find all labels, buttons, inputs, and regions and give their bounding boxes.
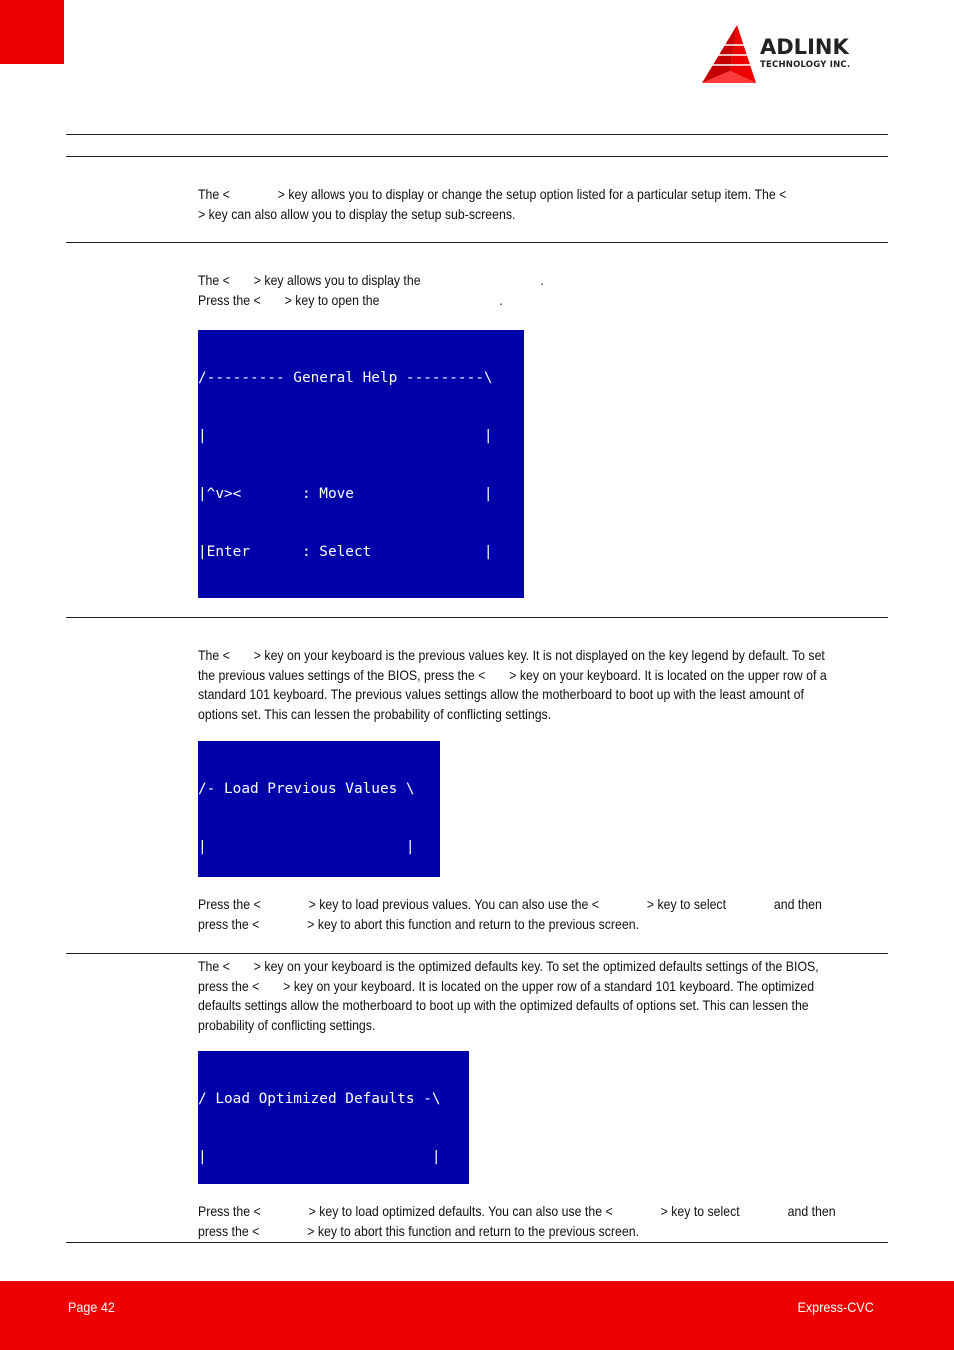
text-line: press the < > key to abort this function and return to the previous screen.	[198, 915, 640, 932]
text-line: The < > key allows you to display or change the setup option listed for a particular setup item. The <	[198, 186, 787, 202]
adlink-logo	[700, 25, 890, 85]
text-line: options set. This can lessen the probability of conflicting settings.	[198, 705, 552, 722]
text-line: defaults settings allow the motherboard to boot up with the optimized defaults of options set. This can lessen the	[198, 997, 809, 1013]
divider	[66, 617, 888, 618]
text-line: The < > key allows you to display the .	[198, 272, 544, 288]
text-line: Press the < > key to load previous values. You can also use the < > key to select and then	[198, 896, 822, 912]
text-line: standard 101 keyboard. The previous values settings allow the motherboard to boot up with the least amount of	[198, 686, 804, 702]
dialog-line: |^v>< : Move |	[198, 486, 493, 503]
text-line: the previous values settings of the BIOS, press the < > key on your keyboard. It is located on the upper row of a	[198, 666, 827, 683]
adlink-triangle-icon	[700, 25, 758, 85]
product-name: Express-CVC	[797, 1299, 874, 1315]
load-previous-values-dialog	[198, 741, 440, 877]
text-line: > key can also allow you to display the setup sub-screens.	[198, 205, 516, 222]
text-line: The < > key on your keyboard is the previous values key. It is not displayed on the key legend by default. To set	[198, 647, 825, 663]
f9-after-paragraph	[198, 1202, 888, 1241]
general-help-dialog	[198, 330, 524, 598]
divider	[66, 1242, 888, 1243]
f2-after-paragraph	[198, 895, 888, 934]
divider	[66, 953, 888, 954]
f1-key-paragraph	[198, 271, 888, 310]
dialog-line: /- Load Previous Values \	[198, 780, 415, 797]
text-line: Press the < > key to load optimized defaults. You can also use the < > key to select and then	[198, 1203, 836, 1219]
dialog-line: | |	[198, 428, 493, 445]
text-line: press the < > key to abort this function and return to the previous screen.	[198, 1222, 640, 1239]
text-line: press the < > key on your keyboard. It is located on the upper row of a standard 101 keyboard. The optimized	[198, 977, 815, 994]
divider	[66, 242, 888, 243]
red-corner-block	[0, 0, 64, 64]
logo-subtitle: TECHNOLOGY INC.	[760, 60, 851, 70]
page-number: Page 42	[68, 1299, 115, 1315]
dialog-line: /--------- General Help ---------\	[198, 369, 493, 386]
text-line: The < > key on your keyboard is the optimized defaults key. To set the optimized defaults settings of the BIOS,	[198, 958, 819, 974]
load-optimized-defaults-dialog	[198, 1051, 469, 1184]
divider	[66, 156, 888, 157]
text-line: Press the < > key to open the .	[198, 291, 503, 308]
divider	[66, 134, 888, 135]
f9-key-paragraph	[198, 957, 888, 1035]
dialog-line: | |	[198, 839, 415, 856]
logo-wordmark: ADLINK	[760, 35, 849, 59]
enter-key-paragraph	[198, 185, 888, 224]
dialog-line: |Enter : Select |	[198, 544, 493, 561]
dialog-line: / Load Optimized Defaults -\	[198, 1090, 441, 1107]
f2-key-paragraph	[198, 646, 888, 724]
dialog-line: | |	[198, 1149, 441, 1166]
text-line: probability of conflicting settings.	[198, 1016, 376, 1033]
page-footer	[0, 1281, 954, 1350]
